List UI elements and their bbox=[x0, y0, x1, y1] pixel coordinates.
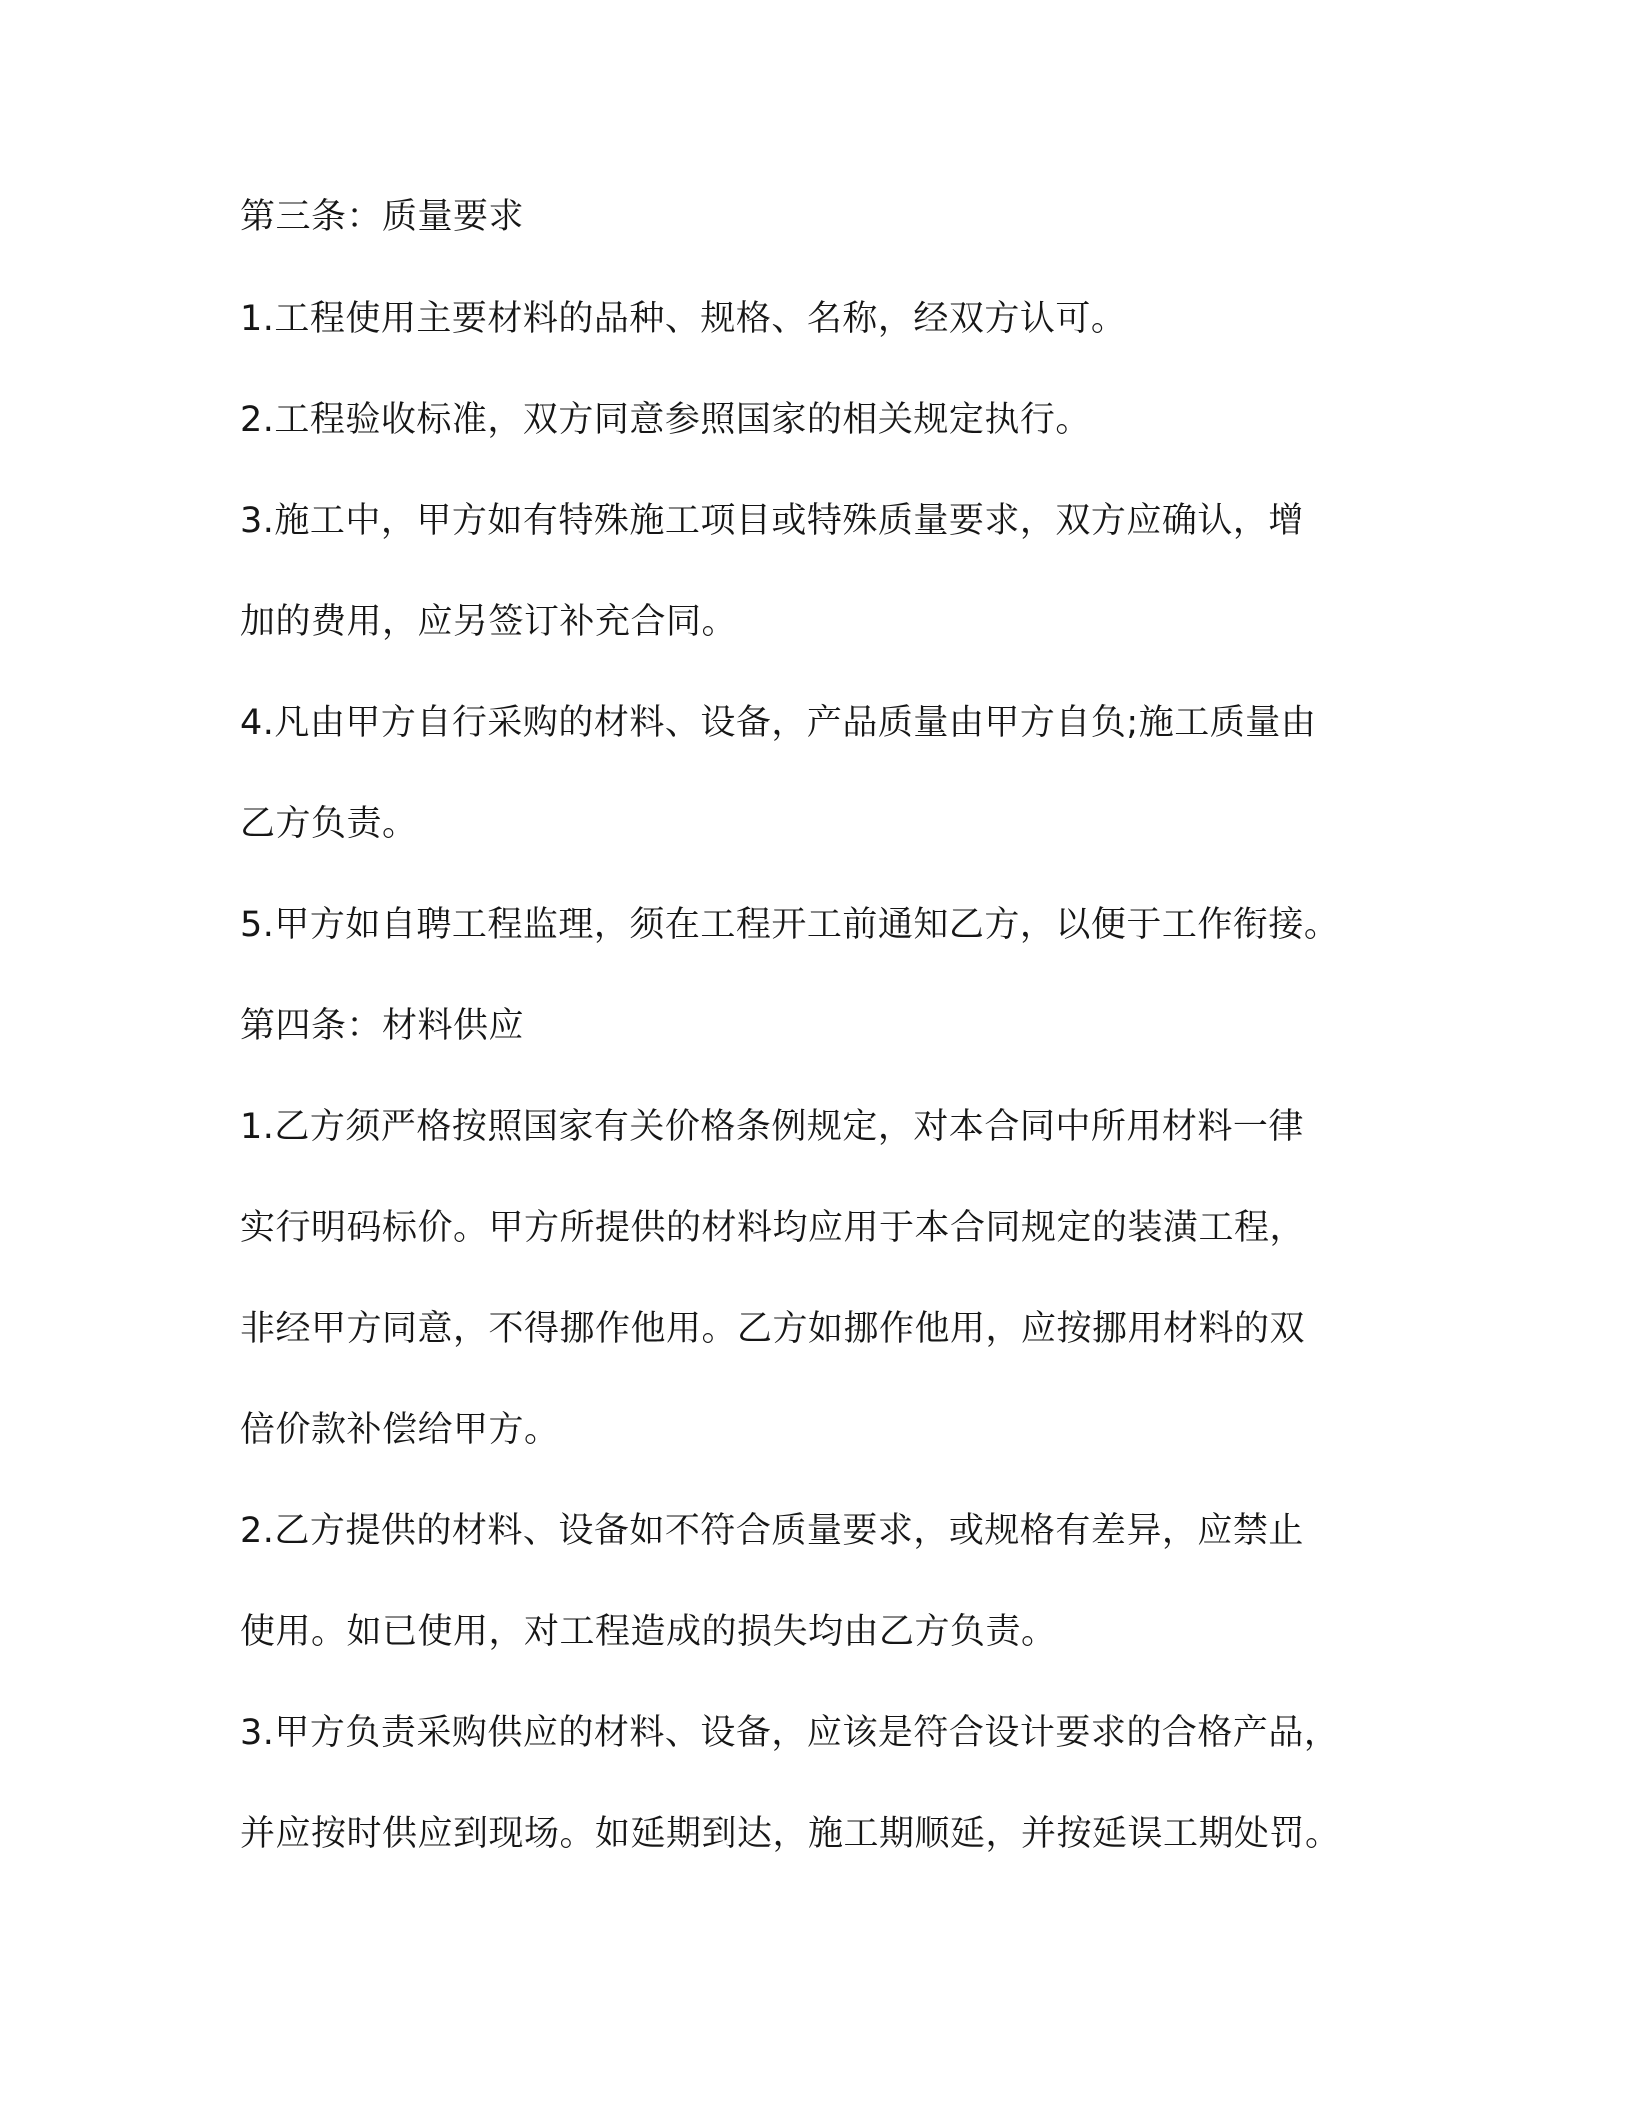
clause-text: 实行明码标价。甲方所提供的材料均应用于本合同规定的装潢工程， bbox=[240, 1208, 1306, 1248]
section-heading-quality: 第三条：质量要求 bbox=[240, 197, 525, 237]
clause-text: 3.施工中，甲方如有特殊施工项目或特殊质量要求，双方应确认，增 bbox=[240, 501, 1304, 541]
clause-text: 加的费用，应另签订补充合同。 bbox=[240, 602, 738, 642]
clause-text: 3.甲方负责采购供应的材料、设备，应该是符合设计要求的合格产品， bbox=[240, 1713, 1340, 1753]
section-heading-materials: 第四条：材料供应 bbox=[240, 1006, 525, 1046]
clause-text: 1.乙方须严格按照国家有关价格条例规定，对本合同中所用材料一律 bbox=[240, 1107, 1304, 1147]
clause-text: 2.工程验收标准，双方同意参照国家的相关规定执行。 bbox=[240, 400, 1091, 440]
clause-text: 使用。如已使用，对工程造成的损失均由乙方负责。 bbox=[240, 1612, 1057, 1652]
clause-text: 并应按时供应到现场。如延期到达，施工期顺延，并按延误工期处罚。 bbox=[240, 1814, 1341, 1854]
clause-text: 5.甲方如自聘工程监理，须在工程开工前通知乙方，以便于工作衔接。 bbox=[240, 905, 1340, 945]
clause-text: 1.工程使用主要材料的品种、规格、名称，经双方认可。 bbox=[240, 299, 1127, 339]
clause-text: 2.乙方提供的材料、设备如不符合质量要求，或规格有差异，应禁止 bbox=[240, 1511, 1304, 1551]
clause-text: 倍价款补偿给甲方。 bbox=[240, 1410, 560, 1450]
clause-text: 乙方负责。 bbox=[240, 804, 418, 844]
clause-text: 4.凡由甲方自行采购的材料、设备，产品质量由甲方自负;施工质量由 bbox=[240, 703, 1317, 743]
clause-text: 非经甲方同意，不得挪作他用。乙方如挪作他用，应按挪用材料的双 bbox=[240, 1309, 1306, 1349]
